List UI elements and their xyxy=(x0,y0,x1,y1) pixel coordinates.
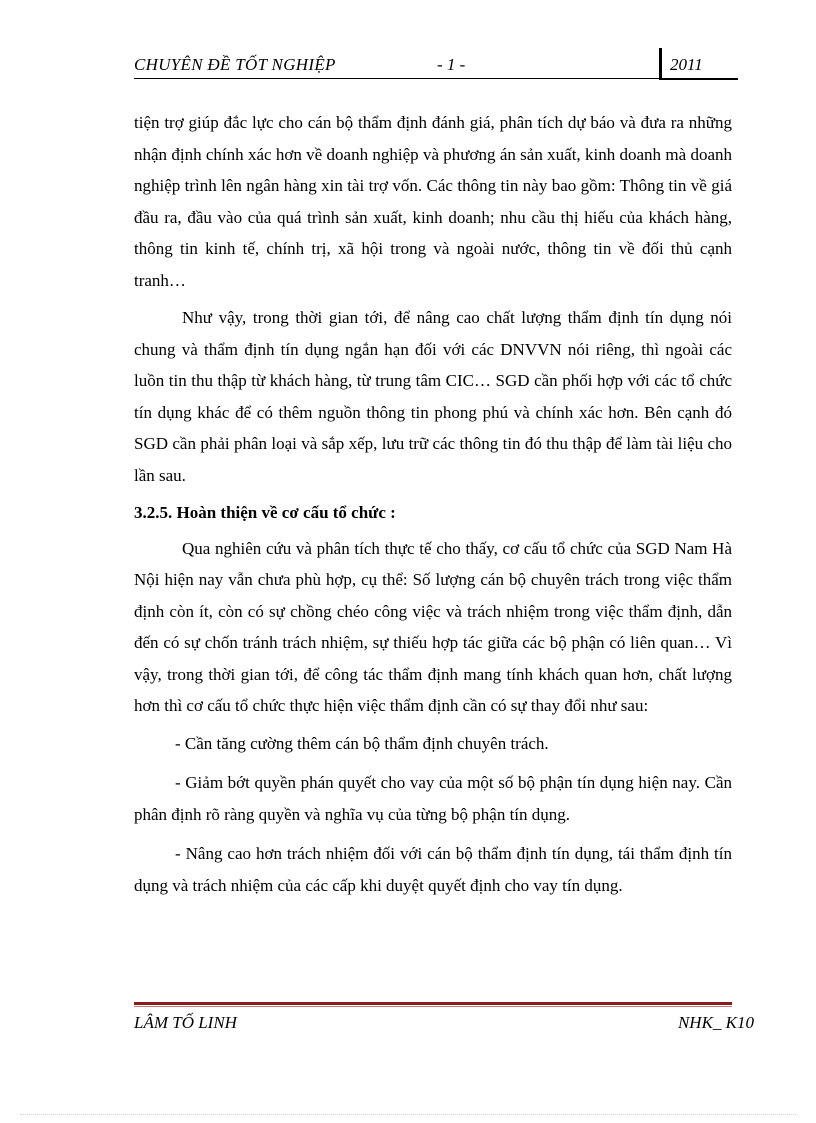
page-number: - 1 - xyxy=(437,55,466,74)
header-title: CHUYÊN ĐỀ TỐT NGHIỆP xyxy=(134,55,336,74)
footer-author: LÂM TỐ LINH xyxy=(134,1013,237,1032)
page-bottom-border xyxy=(20,1114,796,1115)
document-body xyxy=(134,107,732,909)
footer-rule xyxy=(134,1002,732,1007)
header-divider xyxy=(659,48,662,80)
footer-class: NHK_ K10 xyxy=(677,1013,754,1032)
paragraph-continuation: tiện trợ giúp đắc lực cho cán bộ thẩm định đánh giá, phân tích dự báo và đưa ra những nhận định chính xác hơn về doanh nghiệp và phương án sản xuất, kinh doanh mà doanh nghiệp trình lên ngân hàng xin tài trợ vốn. Các thông tin này bao gồm: Thông tin về giá đầu ra, đầu vào của quá trình sản xuất, kinh doanh; nhu cầu thị hiếu của khách hàng, thông tin kinh tế, chính trị, xã hội trong và ngoài nước, thông tin về đối thủ cạnh tranh… xyxy=(134,113,732,290)
page-header xyxy=(134,46,738,82)
bullet-item: - Cần tăng cường thêm cán bộ thẩm định chuyên trách. xyxy=(175,733,549,753)
bullet-item: - Nâng cao hơn trách nhiệm đối với cán bộ thẩm định tín dụng, tái thẩm định tín dụng và trách nhiệm của các cấp khi duyệt quyết định cho vay tín dụng. xyxy=(134,844,732,895)
paragraph-organization: Qua nghiên cứu và phân tích thực tế cho thấy, cơ cấu tổ chức của SGD Nam Hà Nội hiện nay vẫn chưa phù hợp, cụ thể: Số lượng cán bộ chuyên trách trong việc thẩm định còn ít, còn có sự chồng chéo công việc và trách nhiệm trong việc thẩm định, dẫn đến có sự chốn tránh trách nhiệm, sự thiếu hợp tác giữa các bộ phận có liên quan… Vì vậy, trong thời gian tới, để công tác thẩm định mang tính khách quan hơn, chất lượng hơn thì cơ cấu tổ chức thực hiện việc thẩm định cần có sự thay đổi như sau: xyxy=(134,538,732,715)
header-rule xyxy=(134,78,666,79)
header-rule-right xyxy=(662,78,738,80)
bullet-item: - Giảm bớt quyền phán quyết cho vay của một số bộ phận tín dụng hiện nay. Cần phân định rõ ràng quyền và nghĩa vụ của từng bộ phận tín dụng. xyxy=(134,773,732,824)
paragraph-information-sources: Như vậy, trong thời gian tới, để nâng cao chất lượng thẩm định tín dụng nói chung và thẩm định tín dụng ngắn hạn đối với các DNVVN nói riêng, thì ngoài các luồn tin thu thập từ khách hàng, từ trung tâm CIC… SGD cần phối hợp với các tổ chức tín dụng khác để có thêm nguồn thông tin phong phú và chính xác hơn. Bên cạnh đó SGD cần phải phân loại và sắp xếp, lưu trữ các thông tin đó thu thập để làm tài liệu cho lần sau. xyxy=(134,308,732,485)
section-heading: 3.2.5. Hoàn thiện về cơ cấu tổ chức : xyxy=(134,503,396,522)
header-year: 2011 xyxy=(670,55,703,74)
